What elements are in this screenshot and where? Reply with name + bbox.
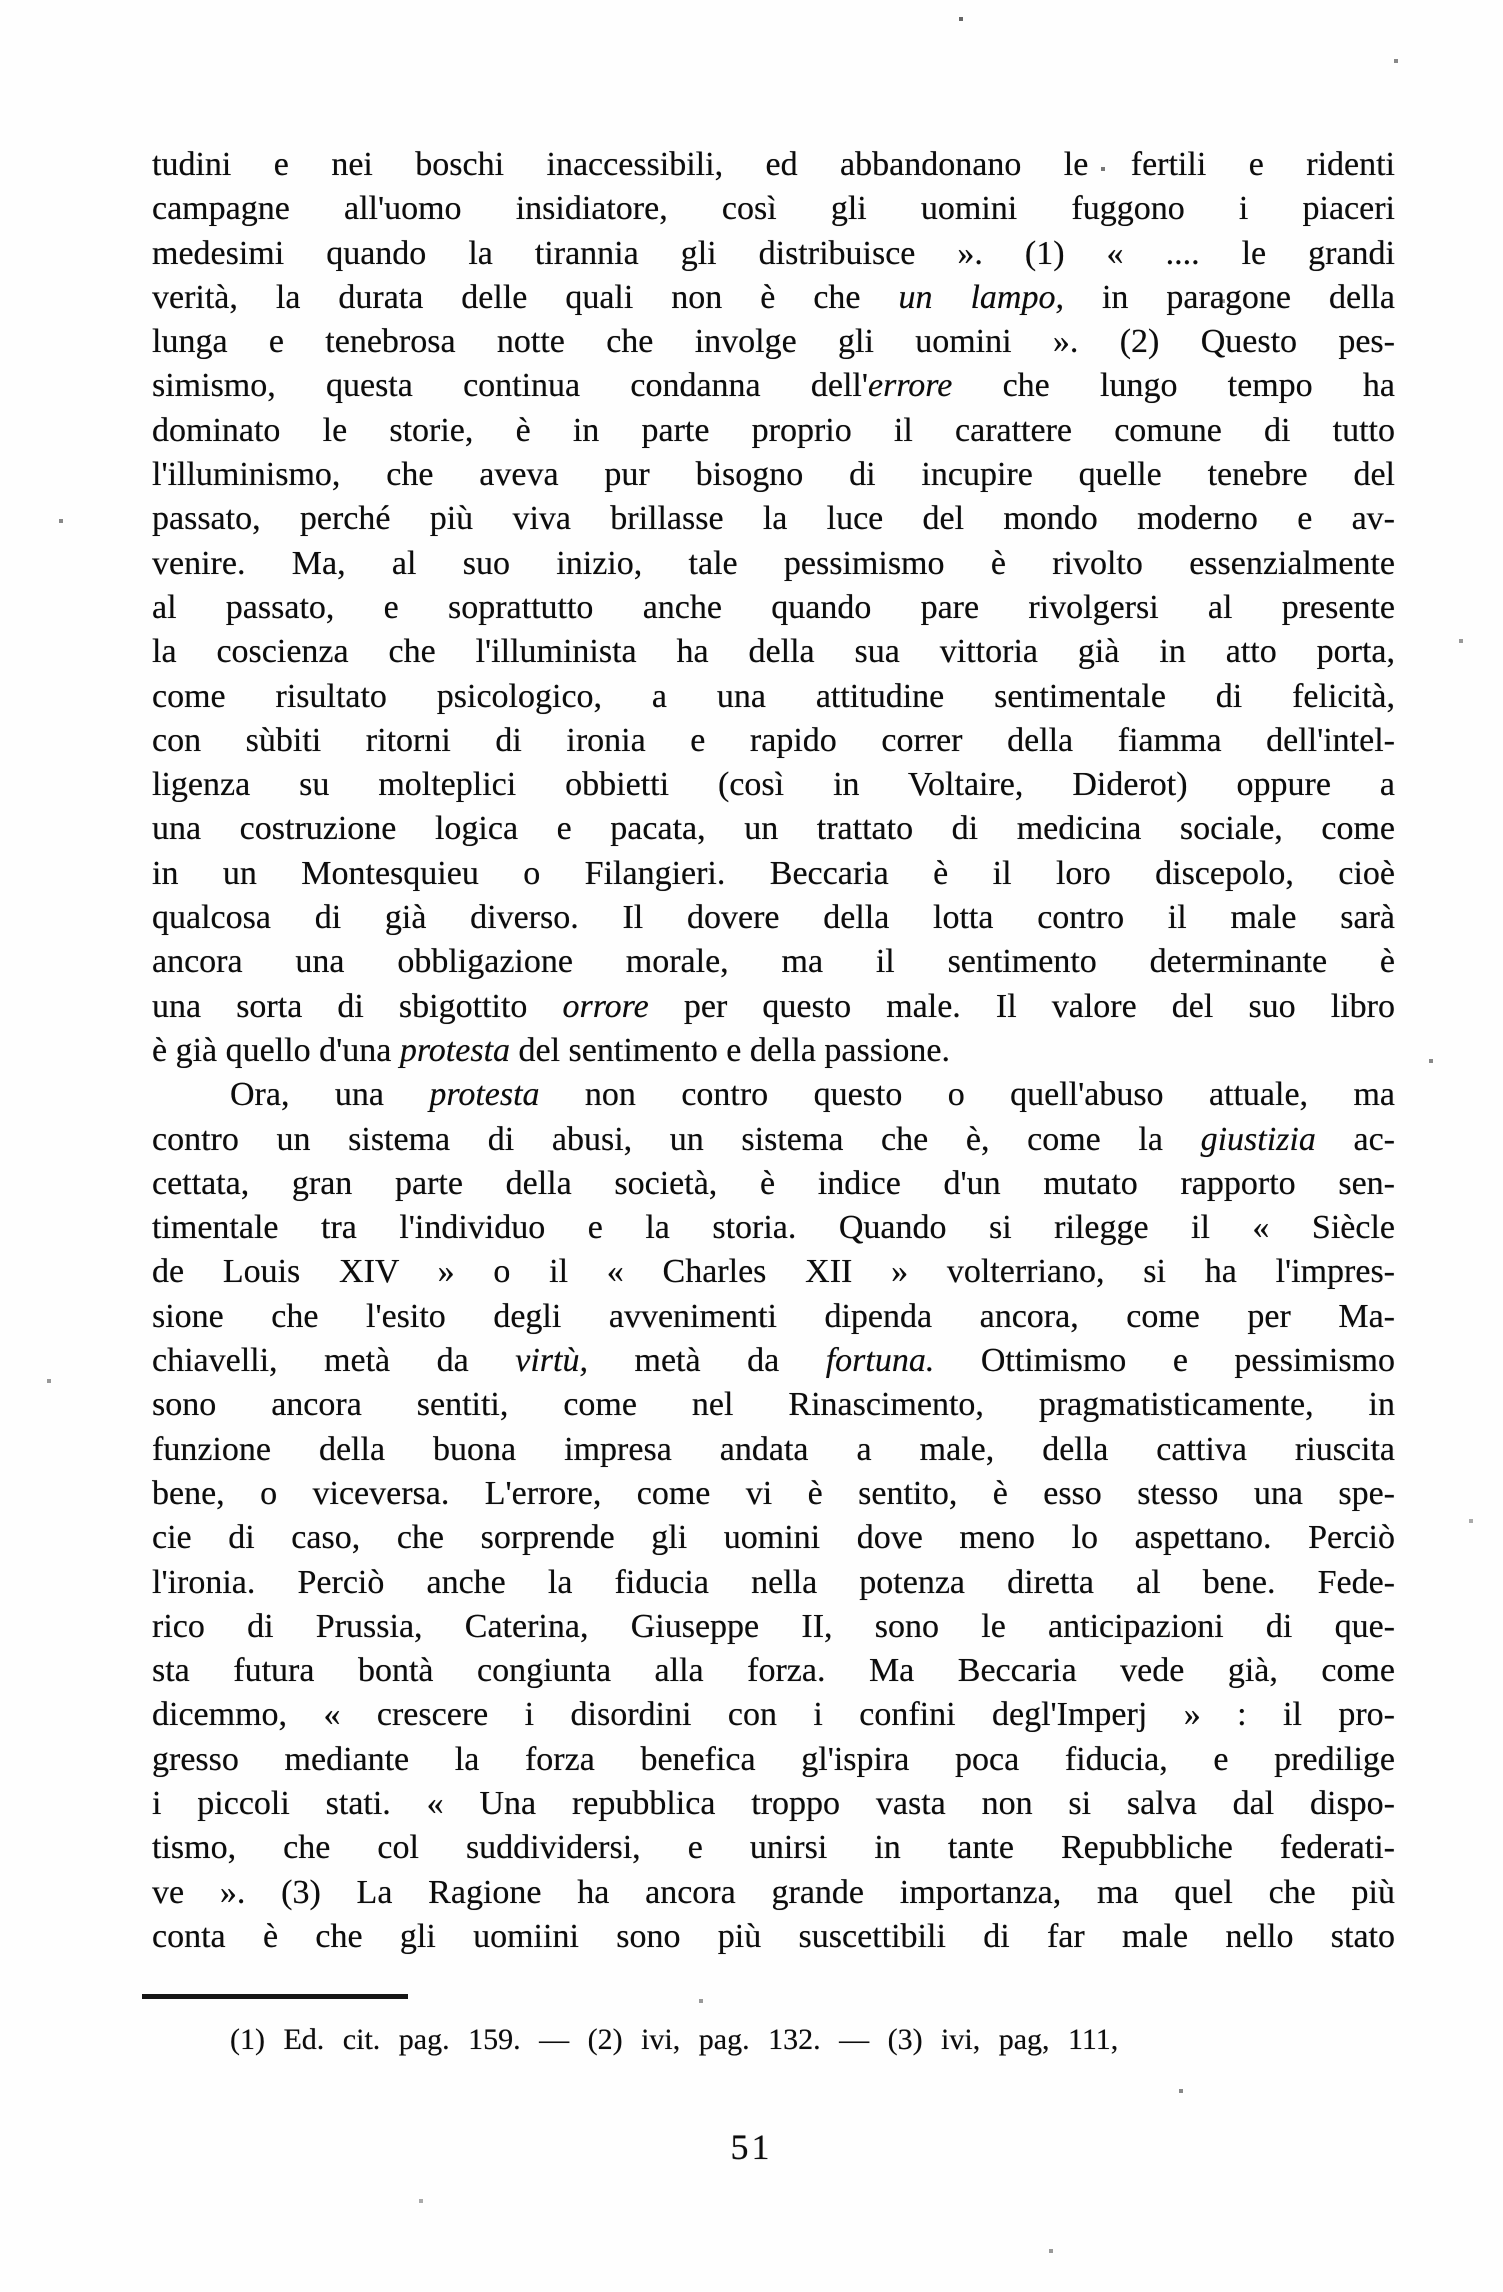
footnote-rule <box>142 1994 408 1999</box>
body-text: cettata, gran parte della società, è indice d'un mutato rapporto sen- <box>152 1164 1395 1202</box>
page-number: 51 <box>730 2127 773 2167</box>
italic-text: virtù, <box>515 1342 588 1380</box>
text-line <box>152 896 1395 940</box>
text-line <box>152 320 1395 364</box>
body-text: tudini e nei boschi inaccessibili, ed abbandonano le fertili e ridenti <box>152 146 1395 183</box>
body-text: sono ancora sentiti, come nel Rinascimento, pragmatisticamente, in <box>152 1386 1395 1424</box>
body-text: sta futura bontà congiunta alla forza. Ma Beccaria vede già, come <box>152 1652 1395 1690</box>
footnote: (1) Ed. cit. pag. 159. — (2) ivi, pag. 132. — (3) ivi, pag, 111, <box>230 2023 1119 2056</box>
body-text: per questo male. Il valore del suo libro <box>648 987 1395 1025</box>
body-text: passato, perché più viva brillasse la luce del mondo moderno e av- <box>152 500 1395 538</box>
body-text: bene, o viceversa. L'errore, come vi è sentito, è esso stesso una spe- <box>152 1474 1395 1512</box>
text-line <box>152 675 1395 719</box>
body-text: al passato, e soprattutto anche quando pare rivolgersi al presente <box>152 588 1395 626</box>
text-line <box>152 852 1395 896</box>
body-text: come risultato psicologico, a una attitudine sentimentale di felicità, <box>152 677 1395 715</box>
body-text: che lungo tempo ha <box>952 367 1395 405</box>
text-line <box>152 985 1395 1029</box>
body-text: gresso mediante la forza benefica gl'ispira poca fiducia, e predilige <box>152 1740 1395 1778</box>
body-text: rico di Prussia, Caterina, Giuseppe II, sono le anticipazioni di que- <box>152 1607 1395 1645</box>
scan-noise-speckles <box>0 0 2 2</box>
body-text: simismo, questa continua condanna dell' <box>152 367 868 405</box>
text-line <box>152 1295 1395 1339</box>
italic-text: fortuna. <box>825 1342 935 1380</box>
body-text: campagne all'uomo insidiatore, così gli uomini fuggono i piaceri <box>152 190 1395 228</box>
text-line <box>152 542 1395 586</box>
body-text: lunga e tenebrosa notte che involge gli uomini ». (2) Questo pes- <box>152 323 1395 361</box>
text-line <box>152 1428 1395 1472</box>
text-line <box>152 1250 1395 1294</box>
text-line <box>152 940 1395 984</box>
text-line <box>152 807 1395 851</box>
italic-text: errore <box>868 367 953 405</box>
text-line <box>152 1561 1395 1605</box>
text-line <box>152 630 1395 674</box>
body-text: una costruzione logica e pacata, un trattato di medicina sociale, come <box>152 810 1395 848</box>
body-text: Ottimismo e pessimismo <box>934 1342 1395 1380</box>
body-text: dominato le storie, è in parte proprio il carattere comune di tutto <box>152 411 1395 449</box>
text-line <box>152 1871 1395 1915</box>
body-text: in un Montesquieu o Filangieri. Beccaria è il loro discepolo, cioè <box>152 854 1395 892</box>
body-text: Ora, una <box>230 1076 430 1114</box>
body-text: venire. Ma, al suo inizio, tale pessimismo è rivolto essenzialmente <box>152 544 1395 582</box>
text-line <box>152 1738 1395 1782</box>
body-text: ligenza su molteplici obbietti (così in Voltaire, Diderot) oppure a <box>152 766 1395 804</box>
body-text: in paragone della <box>1063 278 1396 316</box>
italic-text: un lampo, <box>898 278 1064 316</box>
body-text: medesimi quando la tirannia gli distribuisce ». (1) « .... le grandi <box>152 234 1395 272</box>
italic-text: protesta <box>429 1076 540 1114</box>
body-text: funzione della buona impresa andata a male, della cattiva riuscita <box>152 1430 1395 1468</box>
text-line <box>152 1206 1395 1250</box>
text-line <box>152 1118 1395 1162</box>
body-text: l'ironia. Perciò anche la fiducia nella potenza diretta al bene. Fede- <box>152 1563 1395 1601</box>
text-line <box>152 143 1395 187</box>
body-text: metà da <box>587 1342 826 1380</box>
text-line <box>152 1472 1395 1516</box>
body-text: tismo, che col suddividersi, e unirsi in tante Repubbliche federati- <box>152 1829 1395 1867</box>
text-line <box>152 1693 1395 1737</box>
italic-text: giustizia <box>1200 1120 1316 1158</box>
body-text: ac- <box>1315 1120 1395 1158</box>
body-text: non contro questo o quell'abuso attuale, ma <box>539 1076 1395 1114</box>
body-text: è già quello d'una <box>152 1031 400 1069</box>
text-line <box>152 1782 1395 1826</box>
text-line <box>152 586 1395 630</box>
text-body <box>152 143 1395 1959</box>
body-text: i piccoli stati. « Una repubblica troppo vasta non si salva dal dispo- <box>152 1784 1395 1822</box>
text-line <box>152 364 1395 408</box>
text-line <box>152 1383 1395 1427</box>
body-text: dicemmo, « crescere i disordini con i confini degl'Imperj » : il pro- <box>152 1696 1395 1734</box>
body-text: qualcosa di già diverso. Il dovere della lotta contro il male sarà <box>152 899 1395 937</box>
body-text: ancora una obbligazione morale, ma il sentimento determinante è <box>152 943 1395 981</box>
text-line <box>152 719 1395 763</box>
text-line <box>152 1516 1395 1560</box>
body-text: la coscienza che l'illuminista ha della sua vittoria già in atto porta, <box>152 633 1395 671</box>
body-text: sione che l'esito degli avvenimenti dipenda ancora, come per Ma- <box>152 1297 1395 1335</box>
text-line <box>152 187 1395 231</box>
body-text: contro un sistema di abusi, un sistema che è, come la <box>152 1120 1201 1158</box>
text-line <box>152 1073 1395 1117</box>
text-line <box>152 1826 1395 1870</box>
text-line <box>152 1162 1395 1206</box>
text-line <box>152 453 1395 497</box>
text-line <box>152 763 1395 807</box>
body-text: ve ». (3) La Ragione ha ancora grande importanza, ma quel che più <box>152 1873 1395 1911</box>
body-text: de Louis XIV » o il « Charles XII » volterriano, si ha l'impres- <box>152 1253 1395 1291</box>
italic-text: orrore <box>562 987 649 1025</box>
text-line <box>152 232 1395 276</box>
text-line <box>152 1605 1395 1649</box>
body-text: verità, la durata delle quali non è che <box>152 278 899 316</box>
body-text: del sentimento e della passione. <box>510 1031 951 1069</box>
text-line <box>152 409 1395 453</box>
italic-text: protesta <box>399 1031 511 1069</box>
body-text: l'illuminismo, che aveva pur bisogno di incupire quelle tenebre del <box>152 456 1395 494</box>
body-text: chiavelli, metà da <box>152 1342 516 1380</box>
text-line <box>152 1029 1395 1073</box>
text-line <box>152 1339 1395 1383</box>
text-line <box>152 1649 1395 1693</box>
body-text: una sorta di sbigottito <box>152 987 563 1025</box>
body-text: cie di caso, che sorprende gli uomini dove meno lo aspettano. Perciò <box>152 1519 1395 1557</box>
text-line <box>152 497 1395 541</box>
body-text: conta è che gli uomiini sono più suscettibili di far male nello stato <box>152 1917 1395 1955</box>
body-text: timentale tra l'individuo e la storia. Quando si rilegge il « Siècle <box>152 1209 1395 1247</box>
body-text: con sùbiti ritorni di ironia e rapido correr della fiamma dell'intel- <box>152 721 1395 759</box>
text-line <box>152 276 1395 320</box>
text-line <box>152 1915 1395 1959</box>
